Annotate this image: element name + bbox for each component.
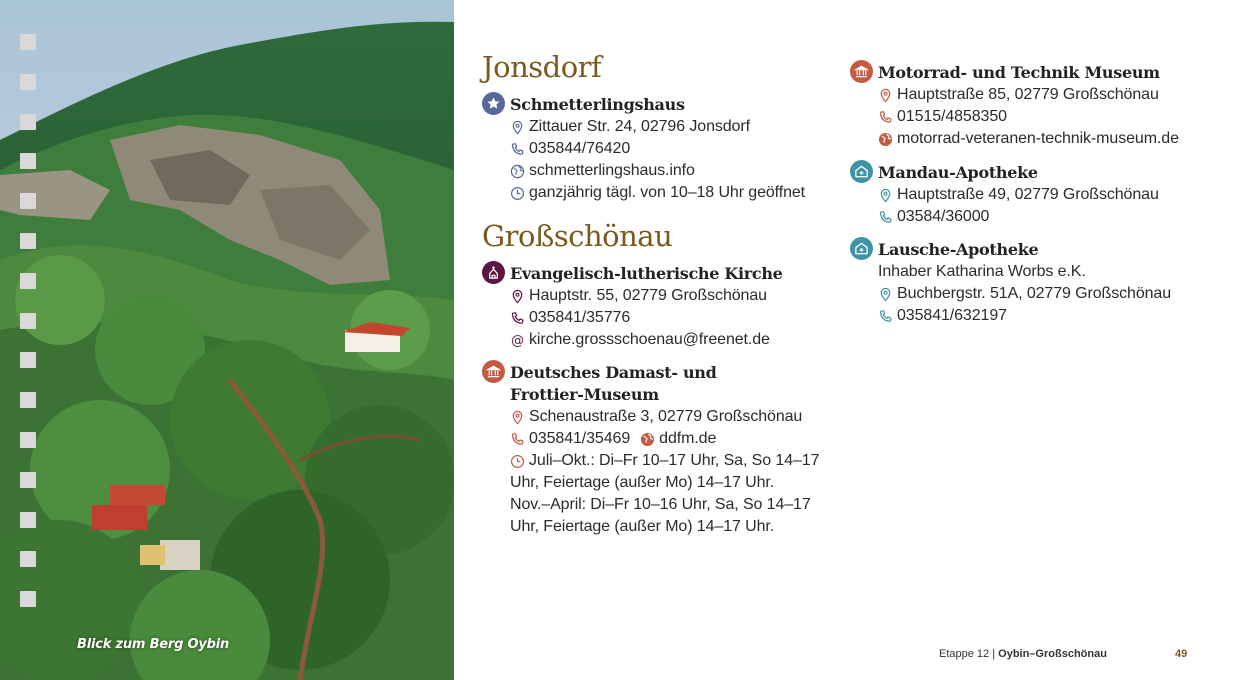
owner: Inhaber Katharina Worbs e.K. [878, 263, 1086, 280]
entry-damast-museum [482, 362, 819, 538]
globe-icon [878, 132, 893, 147]
running-footer [939, 648, 1107, 660]
binding-hole [20, 74, 36, 90]
binding-holes [20, 34, 38, 631]
binding-hole [20, 591, 36, 607]
footer-stage: Etappe 12 [939, 648, 990, 660]
binding-hole [20, 273, 36, 289]
phone-icon [510, 432, 525, 447]
star-icon [482, 92, 505, 115]
entry-lausche-apotheke [850, 239, 1171, 327]
binding-hole [20, 472, 36, 488]
location-pin-icon [878, 188, 893, 203]
globe-icon [640, 432, 655, 447]
photo-caption: Blick zum Berg Oybin [77, 637, 230, 652]
binding-hole [20, 233, 36, 249]
binding-hole [20, 34, 36, 50]
location-pin-icon [510, 410, 525, 425]
phone-icon [878, 210, 893, 225]
clock-icon [510, 454, 525, 469]
location-pin-icon [510, 289, 525, 304]
phone[interactable]: 01515/4858350 [897, 108, 1007, 125]
museum-icon [850, 60, 873, 83]
website-link[interactable]: ddfm.de [659, 430, 717, 447]
at-icon [510, 333, 525, 348]
footer-separator: | [992, 648, 996, 660]
globe-icon [510, 164, 525, 179]
address: Schenaustraße 3, 02779 Großschönau [529, 408, 803, 425]
location-pin-icon [878, 88, 893, 103]
binding-hole [20, 432, 36, 448]
phone-icon [510, 311, 525, 326]
page-number: 49 [1175, 648, 1188, 660]
photo-panel [0, 0, 454, 680]
website-link[interactable]: motorrad-veteranen-technik-museum.de [897, 130, 1179, 147]
phone[interactable]: 035841/35469 [529, 430, 631, 447]
museum-icon [482, 360, 505, 383]
phone[interactable]: 03584/36000 [897, 208, 990, 225]
address: Zittauer Str. 24, 02796 Jonsdorf [529, 118, 750, 135]
entry-church [482, 263, 783, 351]
phone-icon [878, 309, 893, 324]
church-icon [482, 261, 505, 284]
entry-mandau-apotheke [850, 162, 1159, 228]
website-link[interactable]: schmetterlingshaus.info [529, 162, 695, 179]
address: Hauptstr. 55, 02779 Großschönau [529, 287, 767, 304]
address: Hauptstraße 49, 02779 Großschönau [897, 186, 1159, 203]
binding-hole [20, 153, 36, 169]
entry-title: Evangelisch-lutherische Kirche [510, 264, 783, 283]
opening-hours-line: Uhr, Feiertage (außer Mo) 14–17 Uhr. [510, 518, 775, 535]
landscape-photo [0, 0, 454, 680]
binding-hole [20, 392, 36, 408]
pharmacy-icon [850, 237, 873, 260]
location-pin-icon [878, 287, 893, 302]
binding-hole [20, 114, 36, 130]
binding-hole [20, 551, 36, 567]
entry-title-line2: Frottier-Museum [510, 385, 659, 404]
entry-title: Schmetterlingshaus [510, 95, 685, 114]
clock-icon [510, 186, 525, 201]
phone-icon [510, 142, 525, 157]
pharmacy-icon [850, 160, 873, 183]
entry-title [510, 362, 717, 406]
footer-route: Oybin–Großschönau [998, 648, 1107, 660]
heading-grossschoenau: Großschönau [482, 219, 673, 253]
phone[interactable]: 035844/76420 [529, 140, 631, 157]
email-link[interactable]: kirche.grossschoenau@freenet.de [529, 331, 770, 348]
opening-hours-line: Juli–Okt.: Di–Fr 10–17 Uhr, Sa, So 14–17 [529, 452, 820, 469]
binding-hole [20, 313, 36, 329]
entry-title: Motorrad- und Technik Museum [878, 63, 1160, 82]
phone-icon [878, 110, 893, 125]
entry-motor-museum [850, 62, 1179, 150]
location-pin-icon [510, 120, 525, 135]
entry-title-line1: Deutsches Damast- und [510, 363, 717, 382]
phone[interactable]: 035841/35776 [529, 309, 631, 326]
address: Buchbergstr. 51A, 02779 Großschönau [897, 285, 1172, 302]
entry-title: Mandau-Apotheke [878, 163, 1038, 182]
binding-hole [20, 512, 36, 528]
heading-jonsdorf: Jonsdorf [482, 50, 602, 84]
entry-title: Lausche-Apotheke [878, 240, 1039, 259]
opening-hours-line: Nov.–April: Di–Fr 10–16 Uhr, Sa, So 14–17 [510, 496, 811, 513]
phone[interactable]: 035841/632197 [897, 307, 1007, 324]
opening-hours-line: Uhr, Feiertage (außer Mo) 14–17 Uhr. [510, 474, 775, 491]
address: Hauptstraße 85, 02779 Großschönau [897, 86, 1159, 103]
opening-hours: ganzjährig tägl. von 10–18 Uhr geöffnet [529, 184, 806, 201]
binding-hole [20, 352, 36, 368]
entry-schmetterlingshaus [482, 94, 805, 204]
binding-hole [20, 193, 36, 209]
